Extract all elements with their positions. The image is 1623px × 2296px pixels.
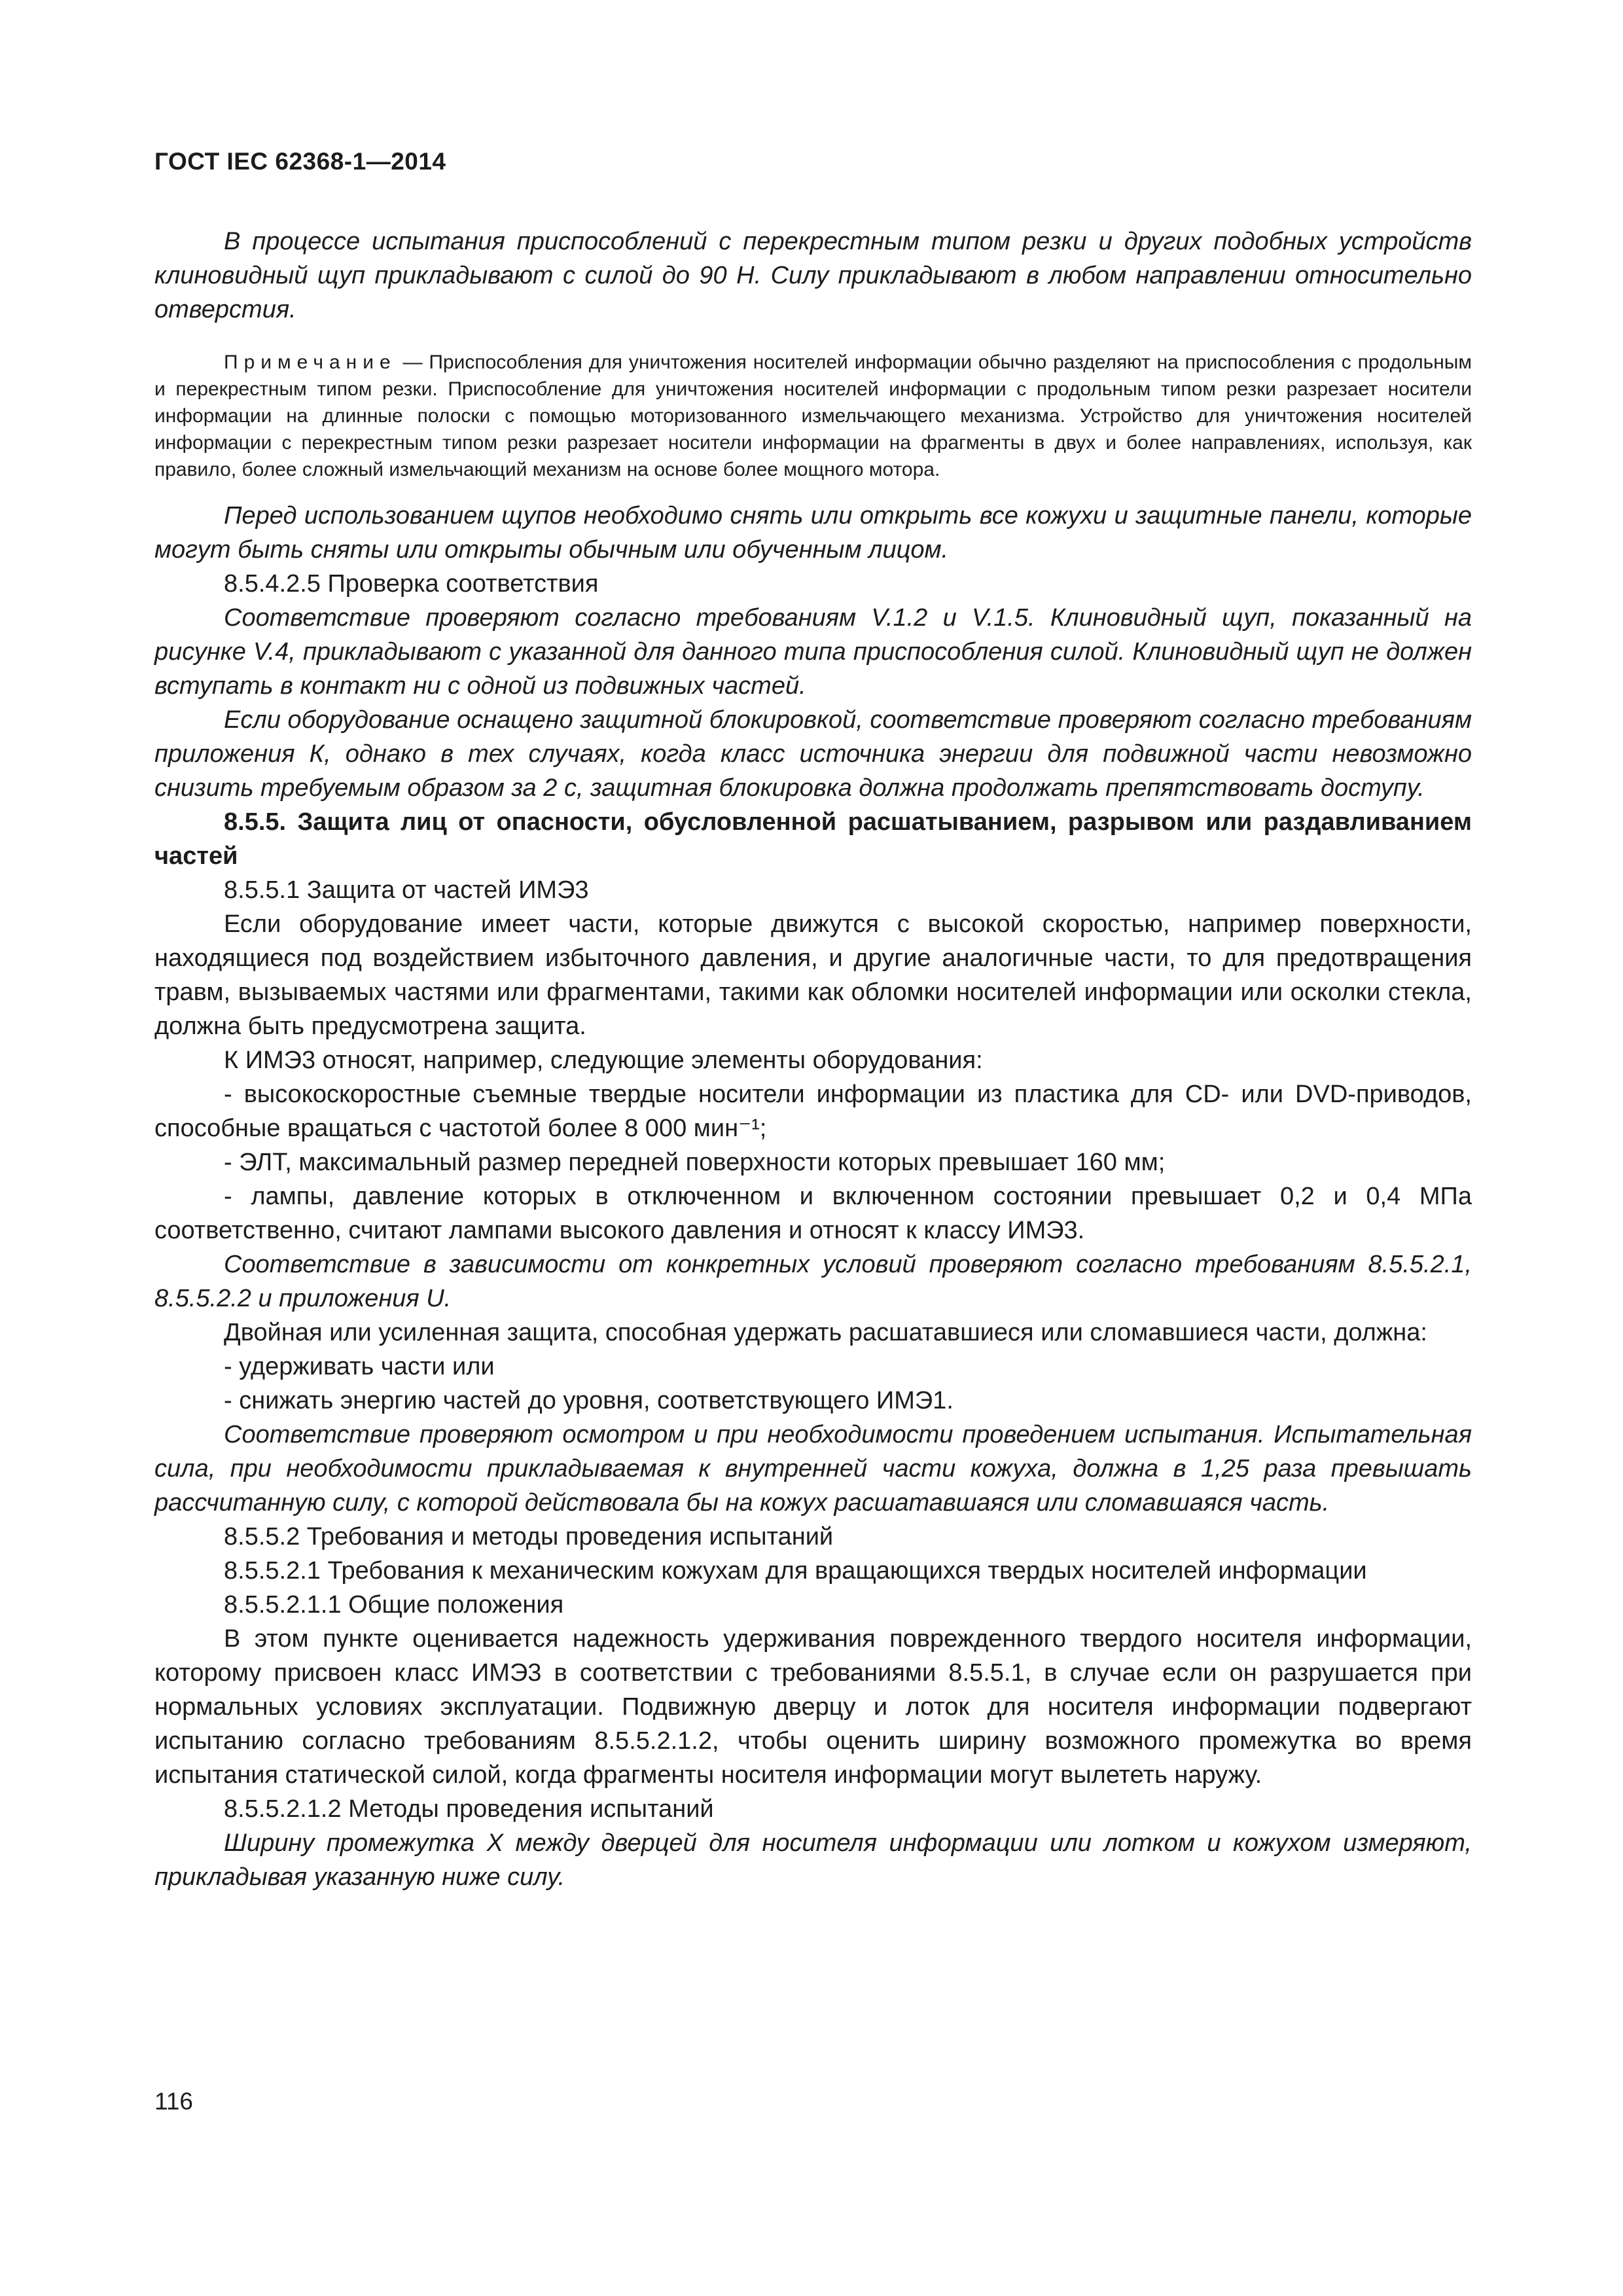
section-heading-8-5-5: 8.5.5. Защита лиц от опасности, обусловленной расшатыванием, разрывом или раздавливанием частей <box>154 808 1472 870</box>
list-item: - высокоскоростные съемные твердые носители информации из пластика для CD- или DVD-приводов, способные вращаться с частотой более 8 000 мин⁻¹; <box>154 1081 1472 1142</box>
note-text: — Приспособления для уничтожения носителей информации обычно разделяют на приспособления с продольным и перекрестным типом резки. Приспособление для уничтожения носителей информации с продольным типом резки разрезает носители информации на длинные полоски с помощью моторизованного измельчающего механизма. Устройство для уничтожения носителей информации с перекрестным типом резки разрезает носители информации на фрагменты в двух и более направлениях, используя, как правило, более сложный измельчающий механизм на основе более мощного мотора. <box>154 351 1472 480</box>
note-paragraph <box>154 349 1472 483</box>
list-item: - ЭЛТ, максимальный размер передней поверхности которых превышает 160 мм; <box>224 1149 1166 1176</box>
section-title-8-5-5-2-1-1: 8.5.5.2.1.1 Общие положения <box>224 1591 564 1619</box>
paragraph: Соответствие проверяют согласно требованиям V.1.2 и V.1.5. Клиновидный щуп, показанный на рисунке V.4, прикладывают с указанной для данного типа приспособления силой. Клиновидный щуп не должен вступать в контакт ни с одной из подвижных частей. <box>154 604 1472 700</box>
paragraph: Если оборудование имеет части, которые движутся с высокой скоростью, например поверхности, находящиеся под воздействием избыточного давления, и другие аналогичные части, то для предотвращения травм, вызываемых частями или фрагментами, такими как обломки носителей информации или осколки стекла, должна быть предусмотрена защита. <box>154 910 1472 1040</box>
paragraph: В этом пункте оценивается надежность удерживания поврежденного твердого носителя информации, которому присвоен класс ИМЭ3 в соответствии с требованиями 8.5.5.1, в случае если он разрушается при нормальных условиях эксплуатации. Подвижную дверцу и лоток для носителя информации подвергают испытанию согласно требованиям 8.5.5.2.1.2, чтобы оценить ширину возможного промежутка во время испытания статической силой, когда фрагменты носителя информации могут вылететь наружу. <box>154 1625 1472 1789</box>
note-label: Примечание <box>224 351 397 373</box>
list-item: - снижать энергию частей до уровня, соответствующего ИМЭ1. <box>224 1387 954 1414</box>
paragraph: Соответствие проверяют осмотром и при необходимости проведением испытания. Испытательная сила, при необходимости прикладываемая к внутренней части кожуха, должна в 1,25 раза превышать рассчитанную силу, с которой действовала бы на кожух расшатавшаяся или сломавшаяся часть. <box>154 1421 1472 1516</box>
section-title-8-5-4-2-5: 8.5.4.2.5 Проверка соответствия <box>224 570 599 598</box>
paragraph: Перед использованием щупов необходимо снять или открыть все кожухи и защитные панели, которые могут быть сняты или открыты обычным или обученным лицом. <box>154 502 1472 564</box>
section-title-8-5-5-2-1: 8.5.5.2.1 Требования к механическим кожухам для вращающихся твердых носителей информации <box>224 1557 1367 1585</box>
paragraph: Двойная или усиленная защита, способная удержать расшатавшиеся или сломавшиеся части, должна: <box>224 1319 1427 1346</box>
paragraph: Ширину промежутка X между дверцей для носителя информации или лотком и кожухом измеряют, прикладывая указанную ниже силу. <box>154 1829 1472 1891</box>
section-title-8-5-5-2: 8.5.5.2 Требования и методы проведения испытаний <box>224 1523 834 1551</box>
section-title-8-5-5-1: 8.5.5.1 Защита от частей ИМЭ3 <box>224 876 589 904</box>
paragraph: Если оборудование оснащено защитной блокировкой, соответствие проверяют согласно требованиям приложения К, однако в тех случаях, когда класс источника энергии для подвижной части невозможно снизить требуемым образом за 2 с, защитная блокировка должна продолжать препятствовать доступу. <box>154 706 1472 802</box>
list-item: - удерживать части или <box>224 1353 495 1380</box>
document-header-title: ГОСТ IEC 62368-1—2014 <box>154 148 446 175</box>
page-body <box>154 224 1472 1894</box>
list-item: - лампы, давление которых в отключенном и включенном состоянии превышает 0,2 и 0,4 МПа соответственно, считают лампами высокого давления и относят к классу ИМЭ3. <box>154 1183 1472 1244</box>
intro-paragraph: В процессе испытания приспособлений с перекрестным типом резки и других подобных устройств клиновидный щуп прикладывают с силой до 90 Н. Силу прикладывают в любом направлении относительно отверстия. <box>154 228 1472 323</box>
paragraph: Соответствие в зависимости от конкретных условий проверяют согласно требованиям 8.5.5.2.1, 8.5.5.2.2 и приложения U. <box>154 1251 1472 1312</box>
section-title-8-5-5-2-1-2: 8.5.5.2.1.2 Методы проведения испытаний <box>224 1795 714 1823</box>
paragraph: К ИМЭ3 относят, например, следующие элементы оборудования: <box>224 1047 983 1074</box>
page-number: 116 <box>154 2088 193 2115</box>
